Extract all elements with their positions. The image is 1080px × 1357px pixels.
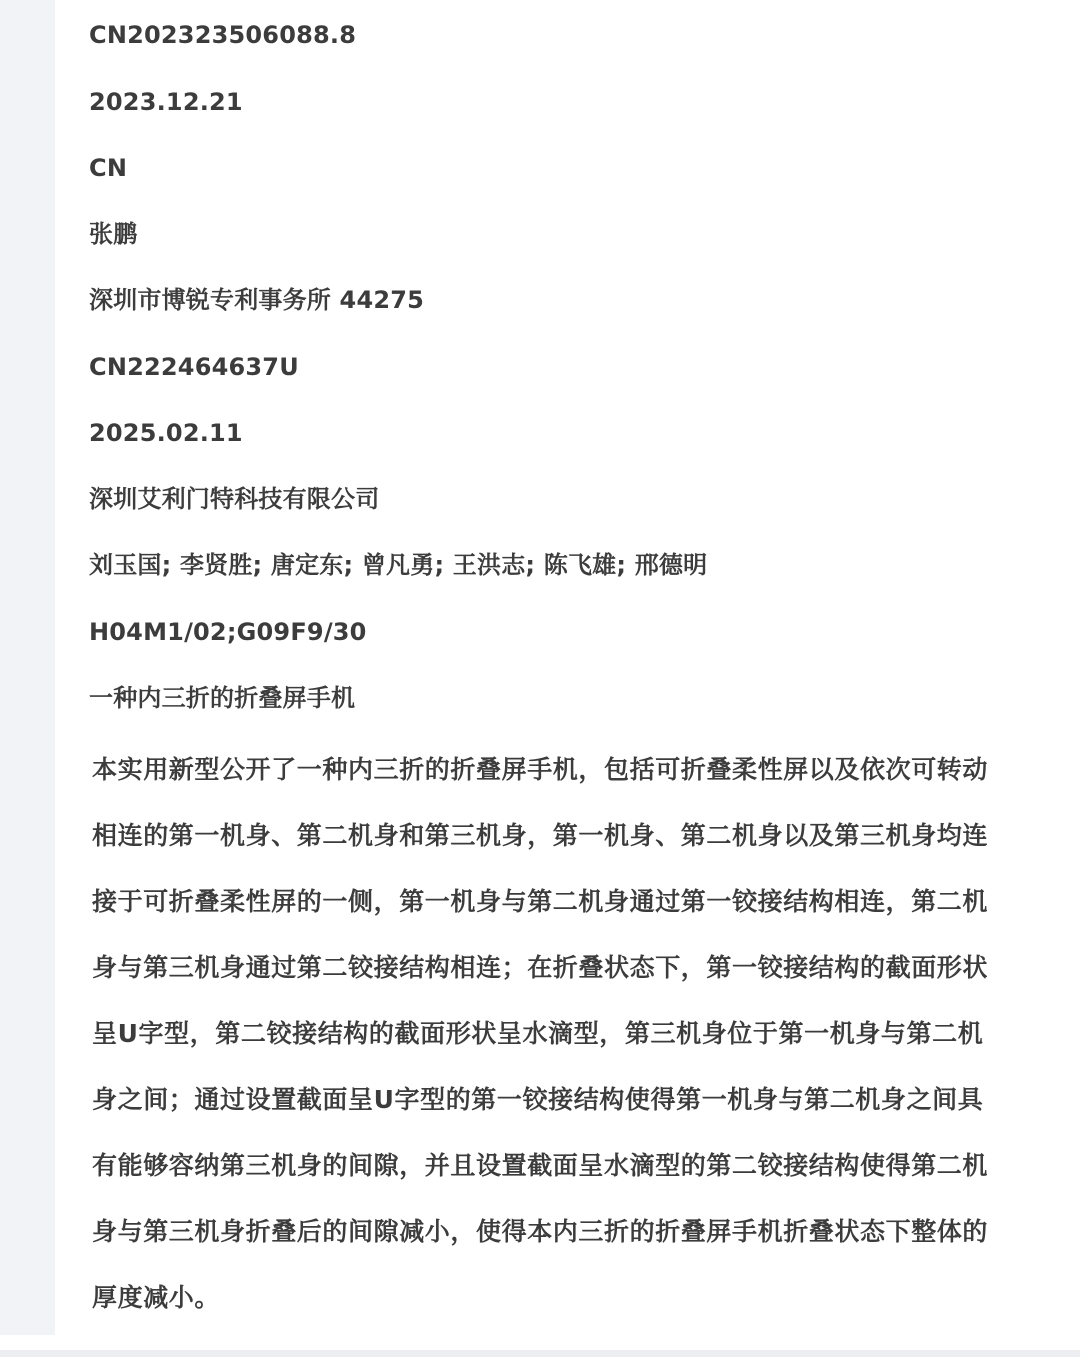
ipc-classification: H04M1/02;G09F9/30 <box>89 618 367 646</box>
patent-record-panel <box>55 0 1080 1335</box>
application-number: CN202323506088.8 <box>89 21 357 49</box>
left-margin-panel <box>0 0 55 1335</box>
patent-abstract: 本实用新型公开了一种内三折的折叠屏手机，包括可折叠柔性屏以及依次可转动相连的第一机身、第二机身和第三机身，第一机身、第二机身以及第三机身均连接于可折叠柔性屏的一侧，第一机身与第二机身通过第一铰接结构相连，第二机身与第三机身通过第二铰接结构相连；在折叠状态下，第一铰接结构的截面形状呈U字型，第二铰接结构的截面形状呈水滴型，第三机身位于第一机身与第二机身之间；通过设置截面呈U字型的第一铰接结构使得第一机身与第二机身之间具有能够容纳第三机身的间隙，并且设置截面呈水滴型的第二铰接结构使得第二机身与第三机身折叠后的间隙减小，使得本内三折的折叠屏手机折叠状态下整体的厚度减小。 <box>92 755 989 1312</box>
bottom-divider <box>0 1350 1080 1357</box>
publication-number: CN222464637U <box>89 353 299 381</box>
country-code: CN <box>89 154 128 182</box>
applicant-name: 深圳艾利门特科技有限公司 <box>89 485 380 513</box>
patent-title: 一种内三折的折叠屏手机 <box>89 684 356 712</box>
application-date: 2023.12.21 <box>89 88 243 116</box>
agent-name: 张鹏 <box>89 220 138 248</box>
publication-date: 2025.02.11 <box>89 419 243 447</box>
inventor-list: 刘玉国; 李贤胜; 唐定东; 曾凡勇; 王洪志; 陈飞雄; 邢德明 <box>89 551 708 579</box>
agency-name: 深圳市博锐专利事务所 44275 <box>89 286 425 314</box>
